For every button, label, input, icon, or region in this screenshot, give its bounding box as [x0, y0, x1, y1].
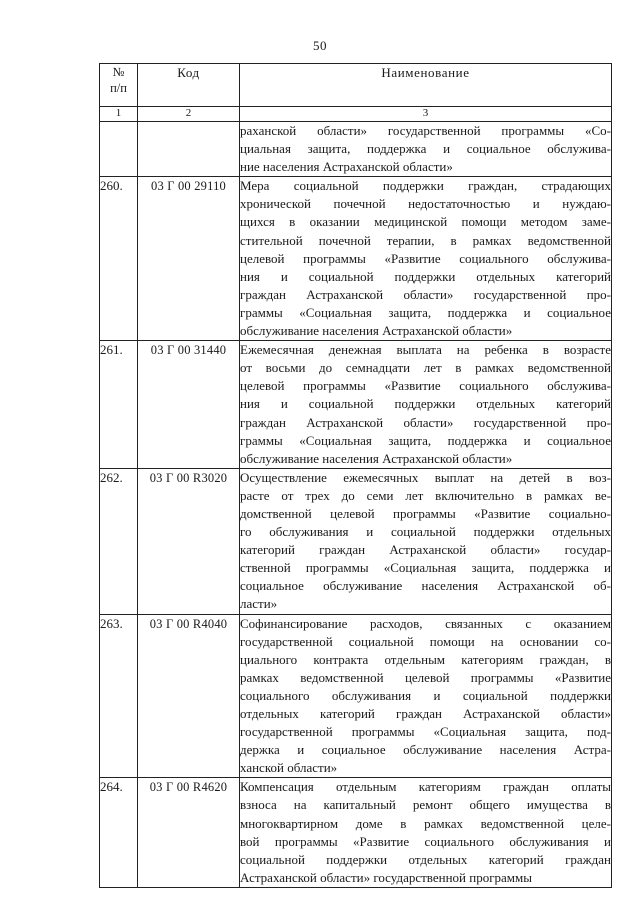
name-text-line: рамках ведомственной целевой программы «Развитие: [240, 669, 611, 685]
name-text-line: держка и социальное обслуживание населения Астра-: [240, 742, 611, 758]
name-text-line: го обслуживания и социальной поддержки отдельных: [240, 524, 611, 540]
name-text-line: ханской области»: [240, 760, 338, 776]
table-header-row: [100, 64, 612, 107]
name-text-line: вой программы «Развитие социального обслуживания и: [240, 833, 611, 849]
name-text-line: социальной поддержки отдельных категорий граждан: [240, 851, 611, 867]
row-name-cell: [240, 468, 612, 614]
name-text-line: Осуществление ежемесячных выплат на детей в воз-: [240, 469, 611, 485]
name-text-line: государственной социальной помощи на основании со-: [240, 633, 611, 649]
name-text-line: ния и социальной поддержки отдельных категорий: [240, 268, 611, 284]
page-number: 50: [313, 38, 327, 53]
name-text-line: многоквартирном доме в рамках ведомственной целе-: [240, 815, 611, 831]
column-number-2: 2: [138, 107, 240, 122]
column-number-1: 1: [100, 107, 138, 122]
column-number-3: 3: [240, 107, 612, 122]
row-name-cell: [240, 122, 612, 177]
row-code-cell: 03 Г 00 R3020: [138, 468, 240, 614]
name-text-line: хронической почечной недостаточностью и нуждаю-: [240, 196, 611, 212]
name-text-line: раханской области» государственной программы «Со-: [240, 123, 611, 138]
table-body: [100, 122, 612, 888]
name-text-line: ласти»: [240, 596, 278, 612]
name-text-line: отдельных категорий граждан Астраханской области»: [240, 706, 611, 721]
name-text-line: государственной программы «Социальная защита, под-: [240, 724, 611, 740]
name-text-line: обслуживание населения Астраханской области»: [240, 323, 513, 339]
name-text-line: стительной почечной терапии, в рамках ведомственной: [240, 232, 611, 248]
table-row: [100, 778, 612, 888]
name-text-line: граждан Астраханской области» государственной про-: [240, 414, 611, 430]
name-text-line: социального обслуживания и социальной поддержки: [240, 687, 611, 703]
table-row: [100, 122, 612, 177]
name-text-line: граммы «Социальная защита, поддержка и социальное: [240, 304, 611, 320]
table-row: [100, 614, 612, 778]
row-code-cell: 03 Г 00 29110: [138, 177, 240, 341]
name-text-line: ственной программы «Социальная защита, поддержка и: [240, 560, 611, 576]
column-number-row: [100, 107, 612, 122]
row-name-cell: [240, 778, 612, 888]
name-text-line: взноса на капитальный ремонт общего имущества в: [240, 797, 611, 813]
row-name-cell: [240, 177, 612, 341]
table-row: [100, 468, 612, 614]
name-text-line: циальная защита, поддержка и социальное обслужива-: [240, 141, 611, 157]
row-number-cell: 262.: [100, 468, 138, 614]
table-row: [100, 177, 612, 341]
name-text-line: ние населения Астраханской области»: [240, 159, 453, 175]
row-number-cell: 260.: [100, 177, 138, 341]
row-name-cell: [240, 341, 612, 469]
name-text-line: Астраханской области» государственной программы: [240, 869, 532, 885]
budget-code-table: [99, 63, 612, 888]
table-row: [100, 341, 612, 469]
row-number-cell: [100, 122, 138, 177]
name-text-line: ния и социальной поддержки отдельных категорий: [240, 396, 611, 412]
header-number-abbr: п/п: [110, 81, 127, 95]
row-name-cell: [240, 614, 612, 778]
row-number-cell: 263.: [100, 614, 138, 778]
header-code: Код: [138, 64, 240, 107]
name-text-line: домственной целевой программы «Развитие социально-: [240, 505, 611, 521]
name-text-line: Мера социальной поддержки граждан, страдающих: [240, 178, 611, 194]
name-text-line: социальное обслуживание населения Астраханской об-: [240, 578, 611, 594]
name-text-line: обслуживание населения Астраханской области»: [240, 450, 513, 466]
name-text-line: категорий граждан Астраханской области» государ-: [240, 542, 611, 558]
row-code-cell: [138, 122, 240, 177]
name-text-line: граждан Астраханской области» государственной про-: [240, 286, 611, 302]
row-code-cell: 03 Г 00 31440: [138, 341, 240, 469]
name-text-line: расте от трех до семи лет включительно в рамках ве-: [240, 487, 611, 503]
name-text-line: циального контракта отдельным категориям граждан, в: [240, 651, 611, 667]
name-text-line: целевой программы «Развитие социального обслужива-: [240, 250, 611, 266]
name-text-line: Софинансирование расходов, связанных с оказанием: [240, 615, 611, 631]
row-number-cell: 261.: [100, 341, 138, 469]
name-text-line: целевой программы «Развитие социального обслужива-: [240, 378, 611, 394]
name-text-line: щихся в оказании медицинской помощи методом заме-: [240, 214, 611, 230]
name-text-line: от восьми до семнадцати лет в рамках ведомственной: [240, 360, 611, 376]
name-text-line: Компенсация отдельным категориям граждан оплаты: [240, 779, 611, 795]
name-text-line: граммы «Социальная защита, поддержка и социальное: [240, 432, 611, 448]
row-number-cell: 264.: [100, 778, 138, 888]
row-code-cell: 03 Г 00 R4620: [138, 778, 240, 888]
name-text-line: Ежемесячная денежная выплата на ребенка в возрасте: [240, 342, 611, 358]
header-number: [100, 64, 138, 107]
header-number-sign: №: [112, 65, 125, 79]
header-name: Наименование: [240, 64, 612, 107]
row-code-cell: 03 Г 00 R4040: [138, 614, 240, 778]
